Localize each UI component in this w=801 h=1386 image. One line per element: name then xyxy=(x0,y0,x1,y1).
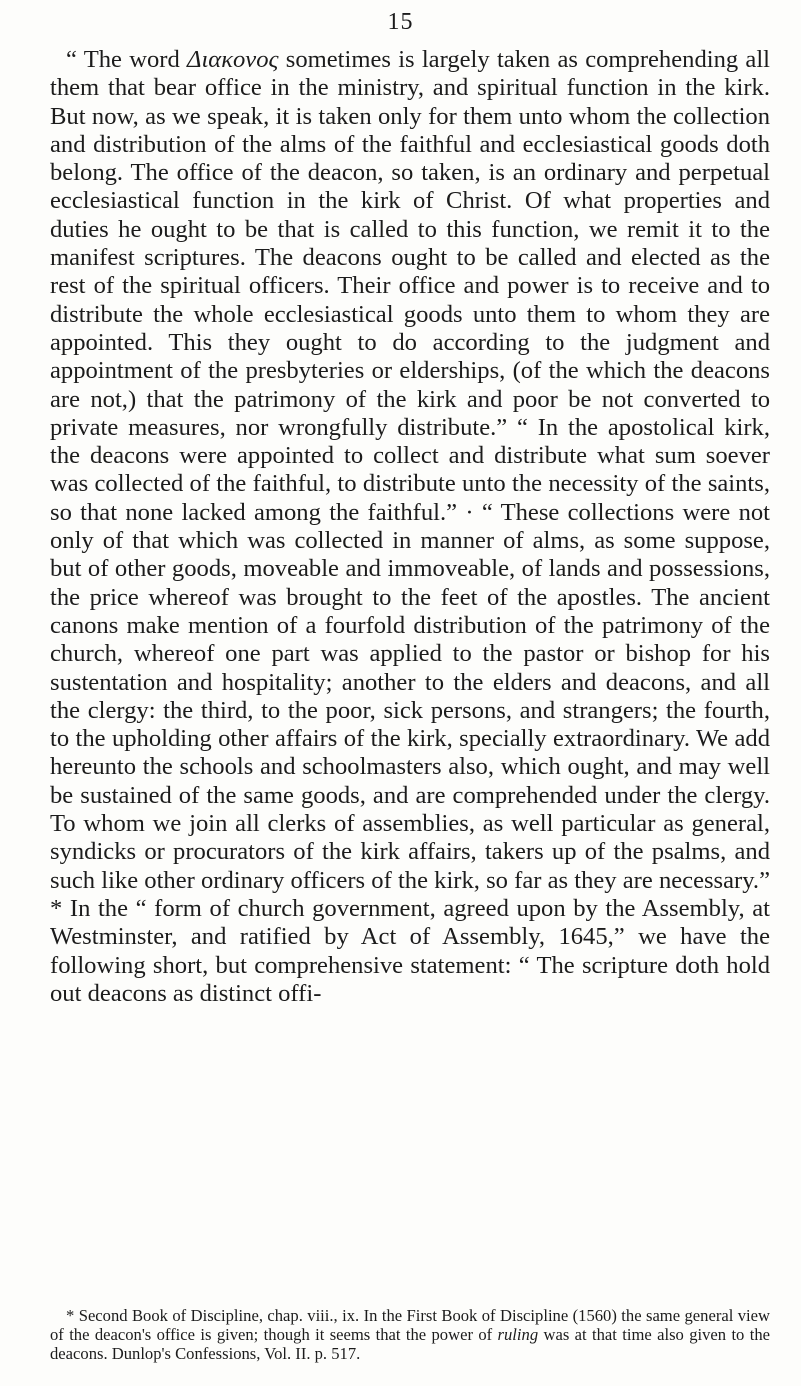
footnote-text-rest: was at that time also given to the deacons. Dunlop's Confessions, Vol. II. p. 517. xyxy=(50,1325,770,1363)
paragraph-text-rest: sometimes is largely taken as comprehending all them that bear office in the ministry, and spiritual function in the kirk. But now, as we speak, it is taken only for them unto whom the collection and distribution of the alms of the faithful and ecclesiastical goods doth belong. The office of the deacon, so taken, is an ordinary and perpetual ecclesiastical function in the kirk of Christ. Of what properties and duties he ought to be that is called to this function, we remit it to the manifest scriptures. The deacons ought to be called and elected as the rest of the spiritual officers. Their office and power is to receive and to distribute the whole ecclesiastical goods unto them to whom they are appointed. This they ought to do according to the judgment and appointment of the presbyteries or elderships, (of the which the deacons are not,) that the patrimony of the kirk and poor be not converted to private measures, nor wrongfully distribute.” “ In the apostolical kirk, the deacons were appointed to collect and distribute what sum soever was collected of the faithful, to distribute unto the necessity of the saints, so that none lacked among the faithful.” · “ These collections were not only of that which was collected in manner of alms, as some suppose, but of other goods, moveable and immoveable, of lands and possessions, the price whereof was brought to the feet of the apostles. The ancient canons make mention of a fourfold distribution of the patrimony of the church, whereof one part was applied to the pastor or bishop for his sustentation and hospitality; another to the elders and deacons, and all the clergy: the third, to the poor, sick persons, and strangers; the fourth, to the upholding other affairs of the kirk, specially extraordinary. We add hereunto the schools and schoolmasters also, which ought, and may well be sustained of the same goods, and are comprehended under the clergy. To whom we join all clerks of assemblies, as well particular as general, syndicks or procurators of the kirk affairs, takers up of the psalms, and such like other ordinary officers of the kirk, so far as they are necessary.” * In the “ form of church government, agreed upon by the Assembly, at Westminster, and ratified by Act of Assembly, 1645,” we have the following short, but comprehensive statement: “ The scripture doth hold out deacons as distinct offi- xyxy=(50,46,771,1007)
footnote-text-start: * Second Book of Discipline, chap. viii., ix. In the First Book of Discipline (1560) the same general view of the deacon's office is given; though it seems that the power of xyxy=(50,1306,770,1344)
footnote xyxy=(50,1306,770,1363)
body-text xyxy=(50,46,770,1008)
greek-word: Διακονος xyxy=(187,46,279,73)
footnote-emphasis: ruling xyxy=(497,1325,539,1344)
page-number: 15 xyxy=(387,9,414,35)
footnote-paragraph xyxy=(50,1306,770,1363)
paragraph-text-start: “ The word xyxy=(66,46,188,73)
main-paragraph xyxy=(50,46,770,1008)
